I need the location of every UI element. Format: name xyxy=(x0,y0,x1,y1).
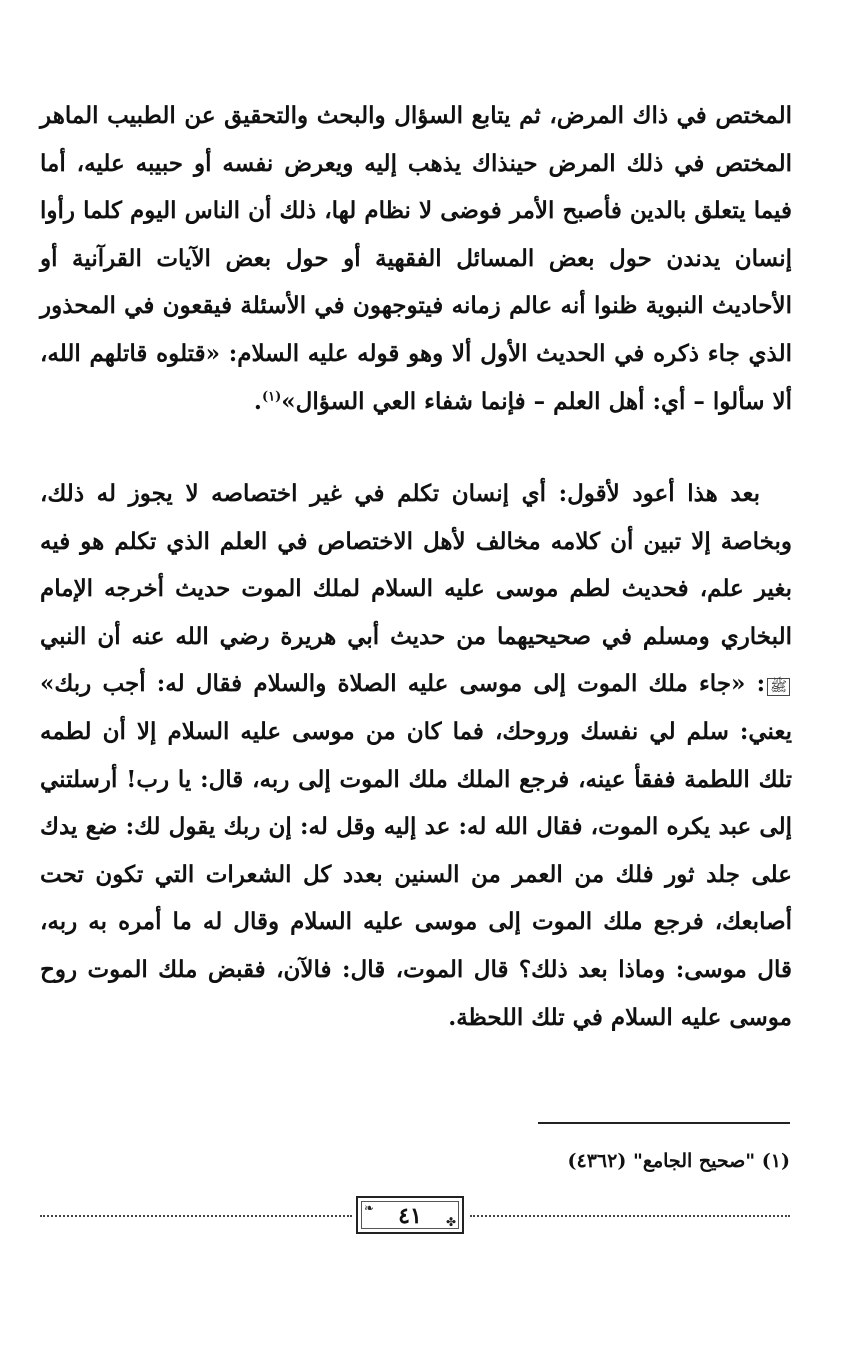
body-paragraph-2 xyxy=(40,470,792,1041)
footnote-divider xyxy=(538,1122,790,1124)
ornament-icon: ❧ xyxy=(364,1201,375,1215)
paragraph-2-text-a: بعد هذا أعود لأقول: أي إنسان تكلم في غير اختصاصه لا يجوز له ذلك، وبخاصة إلا تبين أن كلامه مخالف لأهل الاختصاص في العلم الذي تكلم هو فيه بغير علم، فحديث لطم موسى عليه السلام لملك الموت حديث أخرجه الإمام البخاري ومسلم في صحيحيهما من حديث أبي هريرة رضي الله عنه أن النبي xyxy=(40,480,792,650)
paragraph-2-text-b: : «جاء ملك الموت إلى موسى عليه الصلاة والسلام فقال له: أجب ربك» يعني: سلم لي نفسك وروحك، فما كان من موسى عليه السلام إلا أن لطمه تلك اللطمة ففقأ عينه، فرجع الملك ملك الموت إلى ربه، قال: يا رب! أرسلتني إلى عبد يكره الموت، فقال الله له: عد إليه وقل له: إن ربك يقول لك: ضع يدك على جلد ثور فلك من العمر من السنين بعدد كل الشعرات التي تكون تحت أصابعك، فرجع ملك الموت إلى موسى عليه السلام وقال له ما أمره به ربه، قال موسى: وماذا بعد ذلك؟ قال الموت، قال: فالآن، فقبض ملك الموت روح موسى عليه السلام في تلك اللحظة. xyxy=(40,670,792,1031)
paragraph-1-text: المختص في ذاك المرض، ثم يتابع السؤال والبحث والتحقيق عن الطبيب الماهر المختص في ذلك المرض حينذاك يذهب إليه ويعرض نفسه أو حبيبه عليه، أما فيما يتعلق بالدين فأصبح الأمر فوضى لا نظام لها، ذلك أن الناس اليوم كلما رأوا إنسان يدندن حول بعض المسائل الفقهية أو حول بعض الآيات القرآنية أو الأحاديث النبوية ظنوا أنه عالم زمانه فيتوجهون في الأسئلة فيقعون في المحذور الذي جاء ذكره في الحديث الأول ألا وهو قوله عليه السلام: «قتلوه قاتلهم الله، ألا سألوا – أي: أهل العلم – فإنما شفاء العي السؤال» xyxy=(40,102,792,415)
ornament-icon: ✤ xyxy=(445,1215,456,1229)
footnote: (١) "صحيح الجامع" (٤٣٦٢) xyxy=(567,1150,790,1172)
paragraph-1-end: . xyxy=(253,387,262,415)
footnote-reference: (١) xyxy=(261,388,282,404)
page-number-frame xyxy=(356,1196,464,1234)
salla-symbol-icon: ﷺ xyxy=(767,678,790,696)
body-paragraph-1 xyxy=(40,92,792,425)
dotted-rule-right xyxy=(470,1215,790,1217)
page-number: ٤١ xyxy=(398,1203,422,1229)
dotted-rule-left xyxy=(40,1215,352,1217)
